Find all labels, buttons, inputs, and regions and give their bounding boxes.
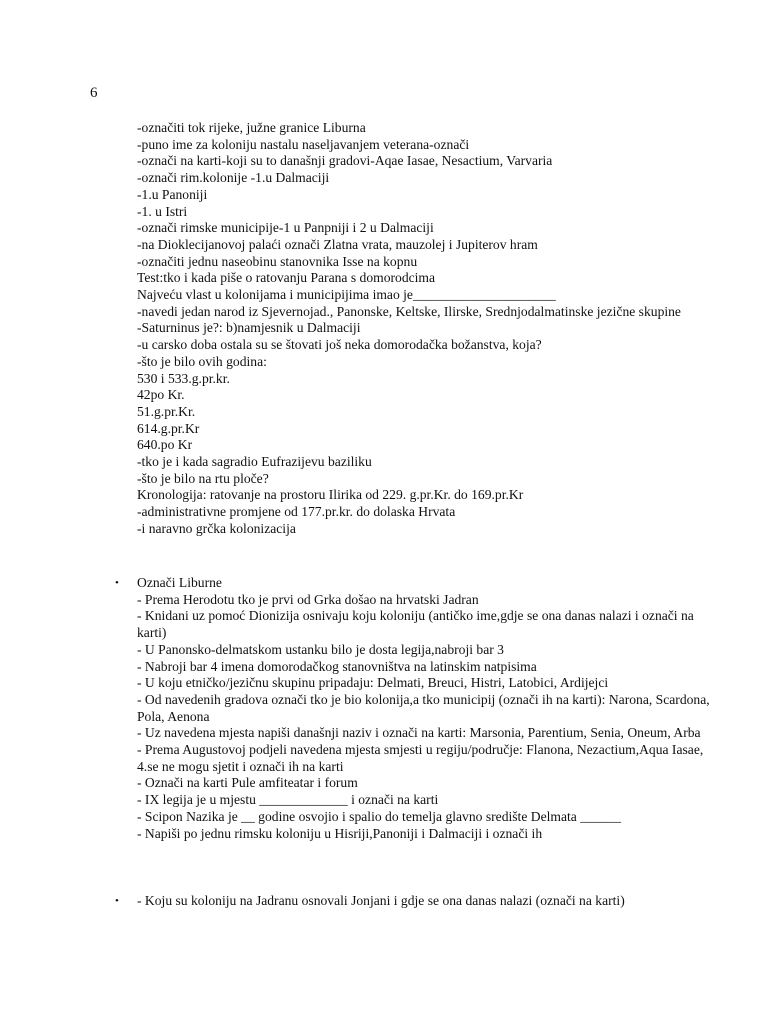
text-line: -označi rimske municipije-1 u Panpniji i 2 u Dalmaciji bbox=[137, 220, 434, 236]
bullet-content bbox=[137, 893, 715, 910]
text-line: - Scipon Nazika je __ godine osvojio i spalio do temelja glavno središte Delmata ______ bbox=[137, 808, 621, 824]
bullet-item bbox=[115, 575, 715, 842]
question-list bbox=[137, 120, 697, 538]
text-line: -tko je i kada sagradio Eufrazijevu baziliku bbox=[137, 454, 372, 470]
text-line: - Označi na karti Pule amfiteatar i forum bbox=[137, 775, 358, 791]
text-line: - Knidani uz pomoć Dionizija osnivaju koju koloniju (antičko ime,gdje se ona danas nalazi i označi na karti) bbox=[137, 608, 694, 641]
bullet-section-2 bbox=[115, 893, 715, 910]
text-line: Test:tko i kada piše o ratovanju Parana s domorodcima bbox=[137, 270, 436, 286]
text-line: - IX legija je u mjestu _____________ i označi na karti bbox=[137, 792, 439, 808]
text-line: -puno ime za koloniju nastalu naseljavanjem veterana-označi bbox=[137, 136, 470, 152]
text-line: - Nabroji bar 4 imena domorodačkog stanovništva na latinskim natpisima bbox=[137, 658, 537, 674]
text-line: -označiti jednu naseobinu stanovnika Isse na kopnu bbox=[137, 253, 418, 269]
text-line: -navedi jedan narod iz Sjevernojad., Panonske, Keltske, Ilirske, Srednjodalmatinske jezične skupine bbox=[137, 303, 681, 319]
text-line: - U Panonsko-delmatskom ustanku bilo je dosta legija,nabroji bar 3 bbox=[137, 641, 504, 657]
text-line: -označi rim.kolonije -1.u Dalmaciji bbox=[137, 170, 330, 186]
text-line: - Od navedenih gradova označi tko je bio kolonija,a tko municipij (označi ih na karti): Narona, Scardona, Pola, Aenona bbox=[137, 691, 710, 724]
bullet-icon: • bbox=[115, 577, 119, 589]
text-line: -1.u Panoniji bbox=[137, 186, 208, 202]
text-line: 530 i 533.g.pr.kr. bbox=[137, 370, 230, 386]
text-line: -i naravno grčka kolonizacija bbox=[137, 520, 296, 536]
text-line: 614.g.pr.Kr bbox=[137, 420, 200, 436]
text-line: - Koju su koloniju na Jadranu osnovali Jonjani i gdje se ona danas nalazi (označi na karti) bbox=[137, 893, 625, 908]
text-line: - Prema Augustovoj podjeli navedena mjesta smjesti u regiju/područje: Flanona, Nezactium,Aqua Iasae, 4.se ne mogu sjetit i označi ih na karti bbox=[137, 742, 704, 774]
text-line: -u carsko doba ostala su se štovati još neka domorodačka božanstva, koja? bbox=[137, 337, 542, 353]
text-line: 42po Kr. bbox=[137, 387, 185, 403]
text-line: - Napiši po jednu rimsku koloniju u Hisriji,Panoniji i Dalmaciji i označi ih bbox=[137, 825, 543, 841]
text-line: -administrativne promjene od 177.pr.kr. do dolaska Hrvata bbox=[137, 504, 456, 520]
text-line: -što je bilo na rtu ploče? bbox=[137, 470, 269, 486]
text-line: - U koju etničko/jezičnu skupinu pripadaju: Delmati, Breuci, Histri, Latobici, Ardijejci bbox=[137, 675, 609, 691]
text-line: Kronologija: ratovanje na prostoru Ilirika od 229. g.pr.Kr. do 169.pr.Kr bbox=[137, 487, 524, 503]
text-line: -1. u Istri bbox=[137, 203, 188, 219]
text-line: - Uz navedena mjesta napiši današnji naziv i označi na karti: Marsonia, Parentium, Senia, Oneum, Arba bbox=[137, 725, 701, 741]
page-number: 6 bbox=[90, 85, 98, 101]
bullet-item bbox=[115, 893, 715, 910]
text-line: Najveću vlast u kolonijama i municipijima imao je_____________________ bbox=[137, 287, 556, 303]
text-line: -na Dioklecijanovoj palaći označi Zlatna vrata, mauzolej i Jupiterov hram bbox=[137, 236, 538, 252]
text-line: -označiti tok rijeke, južne granice Liburna bbox=[137, 120, 366, 135]
text-line: -što je bilo ovih godina: bbox=[137, 353, 267, 369]
text-line: 51.g.pr.Kr. bbox=[137, 403, 196, 419]
text-line: - Prema Herodotu tko je prvi od Grka došao na hrvatski Jadran bbox=[137, 591, 479, 607]
bullet-content bbox=[137, 575, 715, 842]
bullet-icon: • bbox=[115, 895, 119, 907]
text-line: Označi Liburne bbox=[137, 575, 222, 590]
text-line: 640.po Kr bbox=[137, 437, 193, 453]
bullet-section-1 bbox=[115, 575, 715, 842]
text-line: -označi na karti-koji su to današnji gradovi-Aqae Iasae, Nesactium, Varvaria bbox=[137, 153, 553, 169]
text-line: -Saturninus je?: b)namjesnik u Dalmaciji bbox=[137, 320, 361, 336]
